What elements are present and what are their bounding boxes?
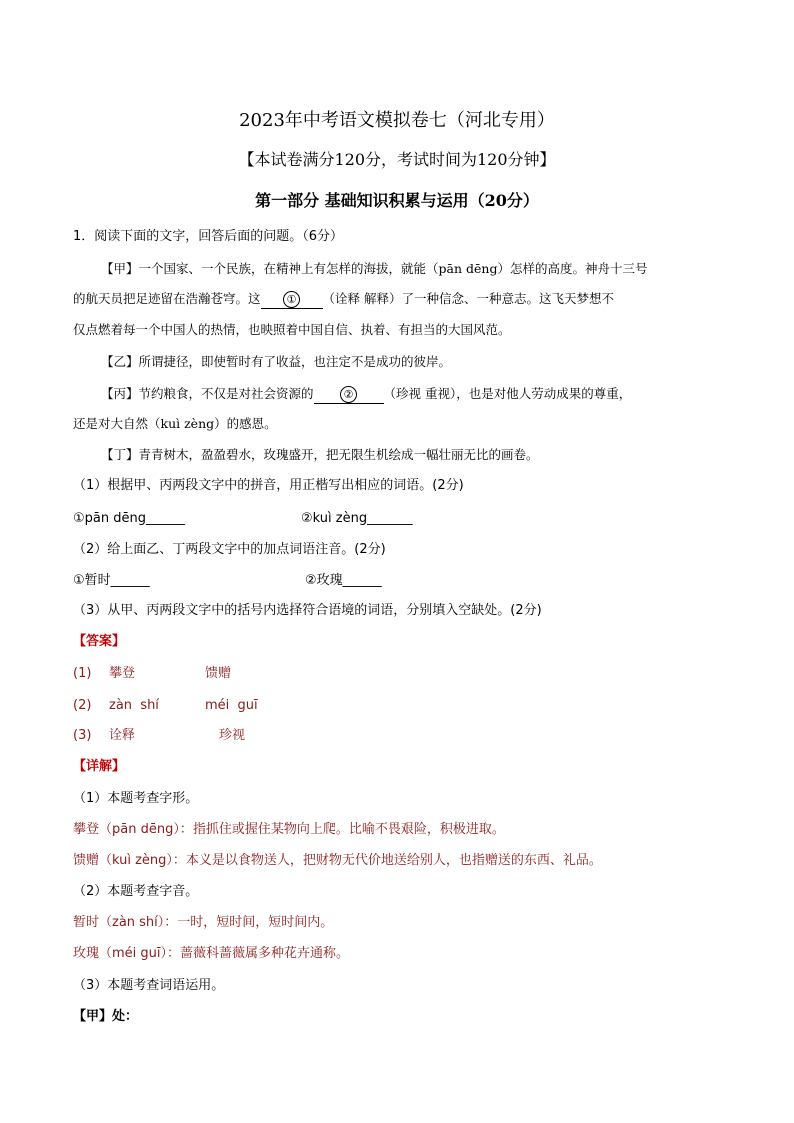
detail-p8: 【甲】处： — [73, 1009, 139, 1024]
exam-info: 【本试卷满分120分，考试时间为120分钟】 — [238, 150, 556, 169]
detail-p3: 馈赠（kuì zèng）：本义是以食物送人，把财物无代价地送给别人，也指赠送的东西、礼品。 — [73, 853, 602, 868]
detail-p2: 攀登（pān dēng）：指抓住或握住某物向上爬。比喻不畏艰险，积极进取。 — [73, 822, 505, 837]
passage-ding: 【丁】青青树木，盈盈碧水，玫瑰盛开，把无限生机绘成一幅壮丽无比的画卷。 — [101, 447, 539, 462]
detail-p4: （2）本题考查字音。 — [73, 884, 199, 899]
passage-bing-line-1: 【丙】节约粮食，不仅是对社会资源的 ② （珍视 重视），也是对他人劳动成果的尊重， — [101, 385, 631, 404]
sub-question-2-b: ②玫瑰______ — [305, 573, 382, 588]
sub-question-2-a: ①暂时______ — [73, 573, 150, 588]
passage-tag-jia: 【甲】 — [101, 261, 139, 276]
passage-bing-line-2: 还是对大自然（kuì zèng）的感恩。 — [73, 416, 277, 431]
answer-row-2: (2) zàn shí méi guī — [73, 698, 258, 713]
sub-question-1-a: ①pān dēng______ — [73, 511, 185, 526]
blank-marker-2: ② — [340, 386, 357, 403]
passage-jia-line-3: 仅点燃着每一个中国人的热情，也映照着中国自信、执着、有担当的大国风范。 — [73, 322, 511, 337]
blank-marker-1: ① — [283, 291, 300, 308]
passage-yi: 【乙】所谓捷径，即使暂时有了收益，也注定不是成功的彼岸。 — [101, 354, 452, 369]
detail-label: 【详解】 — [73, 759, 126, 774]
answer-row-1: (1) 攀登 馈赠 — [73, 666, 232, 681]
sub-question-1-b: ②kuì zèng_______ — [301, 511, 413, 526]
answer-label: 【答案】 — [73, 634, 126, 649]
passage-jia-line-2: 的航天员把足迹留在浩瀚苍穹。这 ① （诠释 解释）了一种信念、一种意志。这飞天梦想不 — [73, 290, 614, 309]
blank-1 — [261, 291, 323, 309]
detail-p7: （3）本题考查词语运用。 — [73, 978, 225, 993]
answer-row-3: (3) 诠释 珍视 — [73, 728, 246, 743]
passage-tag-bing: 【丙】 — [101, 386, 139, 401]
passage-tag-yi: 【乙】 — [101, 354, 139, 369]
sub-question-1: （1）根据甲、丙两段文字中的拼音，用正楷写出相应的词语。(2分) — [73, 478, 464, 493]
passage-tag-ding: 【丁】 — [101, 447, 139, 462]
detail-p6: 玫瑰（méi guī）：蔷薇科蔷薇属多种花卉通称。 — [73, 946, 350, 961]
detail-p1: （1）本题考查字形。 — [73, 791, 199, 806]
passage-jia-line-1: 【甲】一个国家、一个民族，在精神上有怎样的海拔，就能（pān dēng）怎样的高度。神舟十三号 — [101, 261, 648, 276]
section-title: 第一部分 基础知识积累与运用（20分） — [255, 191, 539, 210]
sub-question-2: （2）给上面乙、丁两段文字中的加点词语注音。(2分) — [73, 542, 386, 557]
question-stem: 1．阅读下面的文字，回答后面的问题。（6分） — [73, 229, 344, 244]
sub-question-3: （3）从甲、丙两段文字中的括号内选择符合语境的词语，分别填入空缺处。(2分) — [73, 603, 542, 618]
blank-2 — [314, 386, 384, 404]
page-title: 2023年中考语文模拟卷七（河北专用） — [239, 110, 555, 131]
detail-p5: 暂时（zàn shí）：一时，短时间，短时间内。 — [73, 915, 334, 930]
